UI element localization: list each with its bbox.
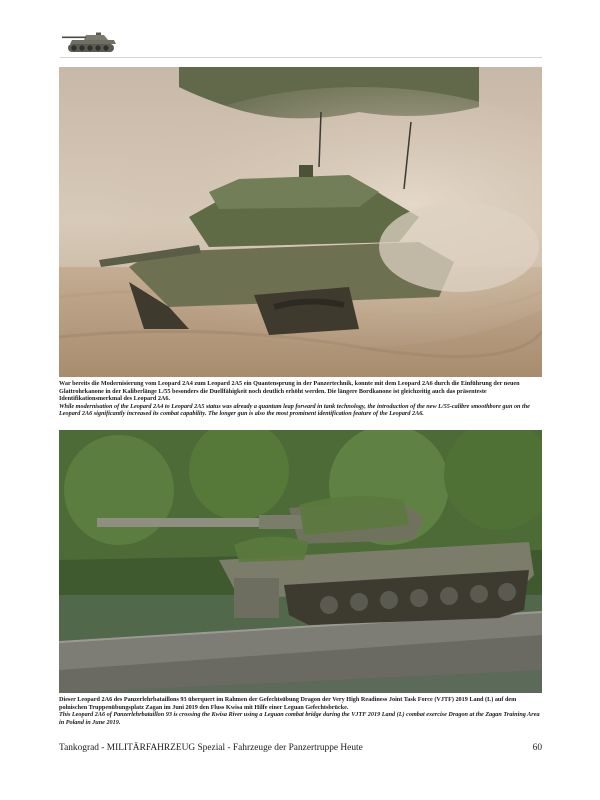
photo-leopard-bridge [59,430,542,693]
page-footer [59,743,542,753]
footer-publisher: Tankograd [59,743,99,753]
page-number: 60 [532,743,542,753]
caption-english: This Leopard 2A6 of Panzerlehrbataillon 93 is crossing the Kwisa River using a Leguan combat bridge during the VJTF 2019 Land (L) combat exercise Dragon at the Zagan Training Area in Poland in June 2019. [59,711,540,726]
caption-photo-2 [59,696,542,726]
caption-german: War bereits die Modernisierung vom Leopard 2A4 zum Leopard 2A5 ein Quantensprung in der Panzertechnik, konnte mit dem Leopard 2A6 durch die Einführung der neuen Glattrohrkanone in der Kaliberlänge L/55 besonders die Duellfähigkeit noch deutlich erhöht werden. Die längere Bordkanone ist gleichzeitig auch das präsenteste Identifikationsmerkmal des Leopard 2A6. [59,380,520,403]
footer-title: Fahrzeuge der Panzertruppe Heute [232,743,363,753]
caption-photo-1 [59,380,542,418]
footer-title-line [59,743,363,753]
tank-silhouette-icon [60,30,122,56]
header-rule [60,57,542,58]
footer-series: MILITÄRFAHRZEUG Spezial [106,743,226,753]
footer-separator: - [98,743,107,753]
caption-english: While modernisation of the Leopard 2A4 to Leopard 2A5 status was already a quantum leap forward in tank technology, the introduction of the new L/55-calibre smoothbore gun on the Leopard 2A6 significantly increased its combat capability. The longer gun is also the most prominent identification feature of the Leopard 2A6. [59,402,530,418]
footer-separator: - [225,743,233,753]
photo-leopard-dust [59,67,542,377]
caption-german: Dieser Leopard 2A6 des Panzerlehrbataillons 93 überquert im Rahmen der Gefechtsübung Dragon der Very High Readiness Joint Task Force (VJTF) 2019 Land (L) auf dem polnischen Truppenübungsplatz Zagan im Juni 2019 den Fluss Kwisa mit Hilfe einer Leguan Gefechtsbrücke. [59,696,517,711]
